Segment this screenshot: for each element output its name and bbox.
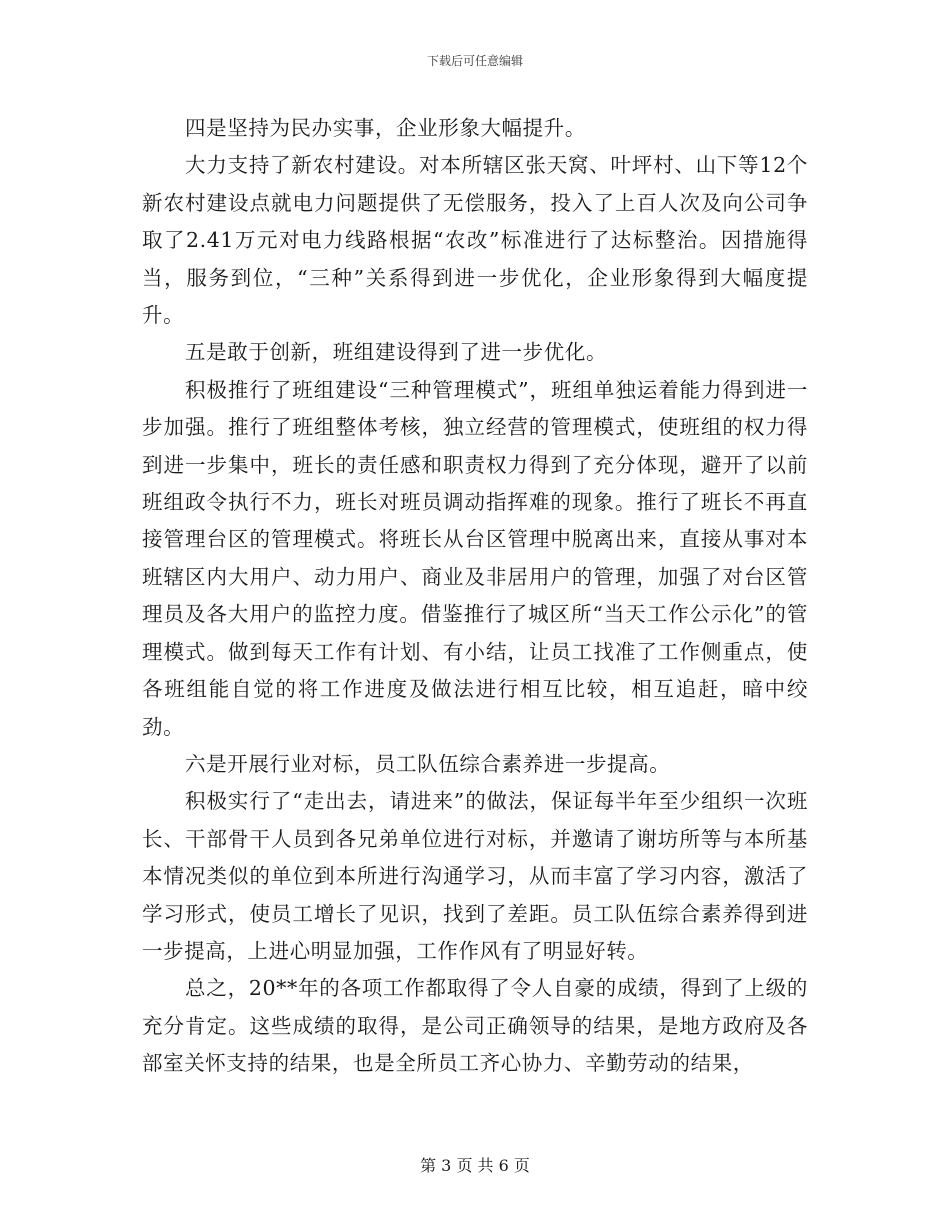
paragraph-team-management: 积极推行了班组建设“三种管理模式”，班组单独运着能力得到进一步加强。推行了班组整体考核，独立经营的管理模式，使班组的权力得到进一步集中，班长的责任感和职责权力得到了充分体现，避开了以前班组政令执行不力，班长对班员调动指挥难的现象。推行了班长不再直接管理台区的管理模式。将班长从台区管理中脱离出来，直接从事对本班辖区内大用户、动力用户、商业及非居用户的管理，加强了对台区管理员及各大用户的监控力度。借鉴推行了城区所“当天工作公示化”的管理模式。做到每天工作有计划、有小结，让员工找准了工作侧重点，使各班组能自觉的将工作进度及做法进行相互比较，相互追赶，暗中绞劲。	[142, 377, 808, 739]
page-number: 第 3 页 共 6 页	[420, 1156, 530, 1175]
paragraph-summary: 总之，20**年的各项工作都取得了令人自豪的成绩，得到了上级的充分肯定。这些成绩的取得，是公司正确领导的结果，是地方政府及各部室关怀支持的结果，也是全所员工齐心协力、辛勤劳动的结果，	[142, 976, 808, 1076]
paragraph-heading-6: 六是开展行业对标，员工队伍综合素养进一步提高。	[185, 751, 671, 776]
paragraph-heading-4: 四是坚持为民办实事，企业形象大幅提升。	[185, 116, 586, 140]
paragraph-rural-construction: 大力支持了新农村建设。对本所辖区张天窝、叶坪村、山下等12个新农村建设点就电力问题提供了无偿服务，投入了上百人次及向公司争取了2.41万元对电力线路根据“农改”标准进行了达标整治。因措施得当，服务到位，“三种”关系得到进一步优化，企业形象得到大幅度提升。	[142, 153, 808, 328]
paragraph-benchmarking: 积极实行了“走出去，请进来”的做法，保证每半年至少组织一次班长、干部骨干人员到各兄弟单位进行对标，并邀请了谢坊所等与本所基本情况类似的单位到本所进行沟通学习，从而丰富了学习内容，激活了学习形式，使员工增长了见识，找到了差距。员工队伍综合素养得到进一步提高，上进心明显加强，工作作风有了明显好转。	[142, 789, 808, 963]
page-header-note: 下载后可任意编辑	[426, 54, 523, 68]
document-body	[142, 110, 808, 1083]
paragraph-heading-5: 五是敢于创新，班组建设得到了进一步优化。	[185, 340, 608, 365]
